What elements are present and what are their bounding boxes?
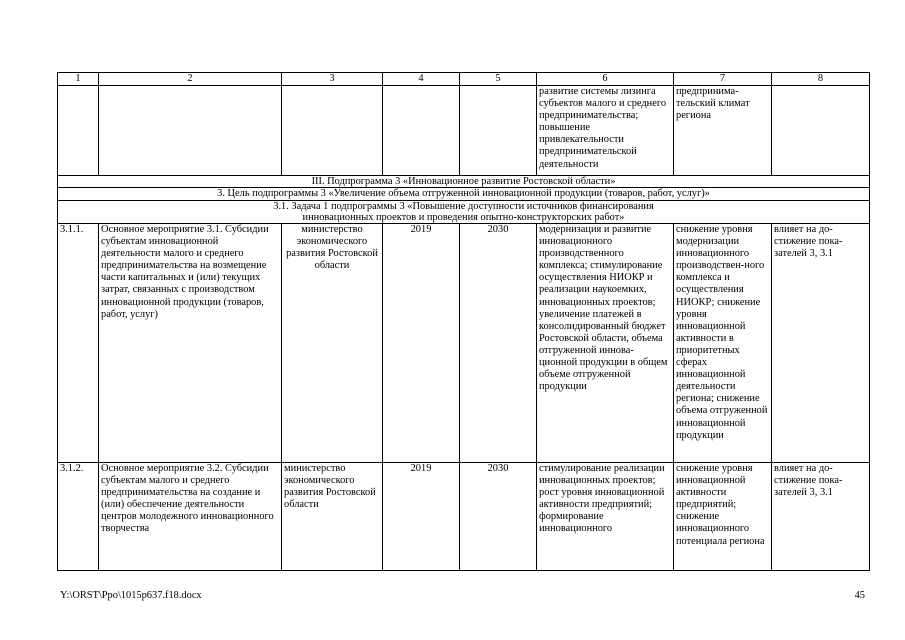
measures-table (57, 72, 870, 571)
task-title-text: 3.1. Задача 1 подпрограммы 3 «Повышение доступности источников финансирования инновационных проектов и проведения опытно-конструкторских работ» (273, 201, 654, 223)
table-cell (58, 86, 99, 176)
column-number: 1 (58, 73, 99, 86)
table-row (58, 463, 870, 571)
executor: министерство экономического развития Ростовской области (282, 463, 383, 571)
continued-row (58, 86, 870, 176)
row-number: 3.1.1. (58, 224, 99, 463)
column-number: 8 (772, 73, 870, 86)
table-row (58, 224, 870, 463)
column-number: 4 (383, 73, 460, 86)
table-cell (460, 86, 537, 176)
file-path: Y:\ORST\Ppo\1015p637.f18.docx (60, 590, 202, 601)
column-number-row (58, 73, 870, 86)
subprogram-title: III. Подпрограмма 3 «Инновационное развитие Ростовской области» (58, 176, 870, 188)
start-year: 2019 (383, 463, 460, 571)
result-cell: развитие системы лизинга субъектов малого и среднего предпринимательства; повышение привлекательности предпринимательской деятельности (537, 86, 674, 176)
measure-name: Основное мероприятие 3.1. Субсидии субъектам инновационной деятельности малого и среднего предпринимательства на возмещение части капитальных и (или) текущих затрат, связанных с производством инновационной продукции (товаров, работ, услуг) (99, 224, 282, 463)
row-number: 3.1.2. (58, 463, 99, 571)
non-implementation-consequences: снижение уровня модернизации инновационного производствен-ного комплекса и осуществления НИОКР; снижение уровня инновационной активности в приоритетных сферах инновационной деятельности региона; снижение объема отгруженной инновационной продукции (674, 224, 772, 463)
column-number: 5 (460, 73, 537, 86)
page-number: 45 (854, 590, 865, 601)
consequences-cell: предпринима-тельский климат региона (674, 86, 772, 176)
end-year: 2030 (460, 224, 537, 463)
table-cell (99, 86, 282, 176)
column-number: 3 (282, 73, 383, 86)
end-year: 2030 (460, 463, 537, 571)
column-number: 6 (537, 73, 674, 86)
table-cell (772, 86, 870, 176)
expected-result: стимулирование реализации инновационных проектов; рост уровня инновационной активности предприятий; формирование инновационного (537, 463, 674, 571)
section-row (58, 201, 870, 224)
indicator-link: влияет на до-стижение пока-зателей 3, 3.1 (772, 224, 870, 463)
measure-name: Основное мероприятие 3.2. Субсидии субъектам малого и среднего предпринимательства на создание и (или) обеспечение деятельности центров молодежного инновационного творчества (99, 463, 282, 571)
expected-result: модернизация и развитие инновационного производственного комплекса; стимулирование осуществления НИОКР и реализации наукоемких, инновационных проектов; увеличение платежей в консолидированный бюджет Ростовской области, объема отгруженной иннова-ционной продукции в общем объеме отгруженной продукции (537, 224, 674, 463)
start-year: 2019 (383, 224, 460, 463)
section-row (58, 176, 870, 188)
table-cell (282, 86, 383, 176)
task-title (58, 201, 870, 224)
column-number: 7 (674, 73, 772, 86)
section-row (58, 188, 870, 201)
column-number: 2 (99, 73, 282, 86)
non-implementation-consequences: снижение уровня инновационной активности предприятий; снижение инновационного потенциала региона (674, 463, 772, 571)
table-cell (383, 86, 460, 176)
executor: министерство экономического развития Ростовской области (282, 224, 383, 463)
goal-title: 3. Цель подпрограммы 3 «Увеличение объема отгруженной инновационной продукции (товаров, работ, услуг)» (58, 188, 870, 201)
indicator-link: влияет на до-стижение пока-зателей 3, 3.1 (772, 463, 870, 571)
